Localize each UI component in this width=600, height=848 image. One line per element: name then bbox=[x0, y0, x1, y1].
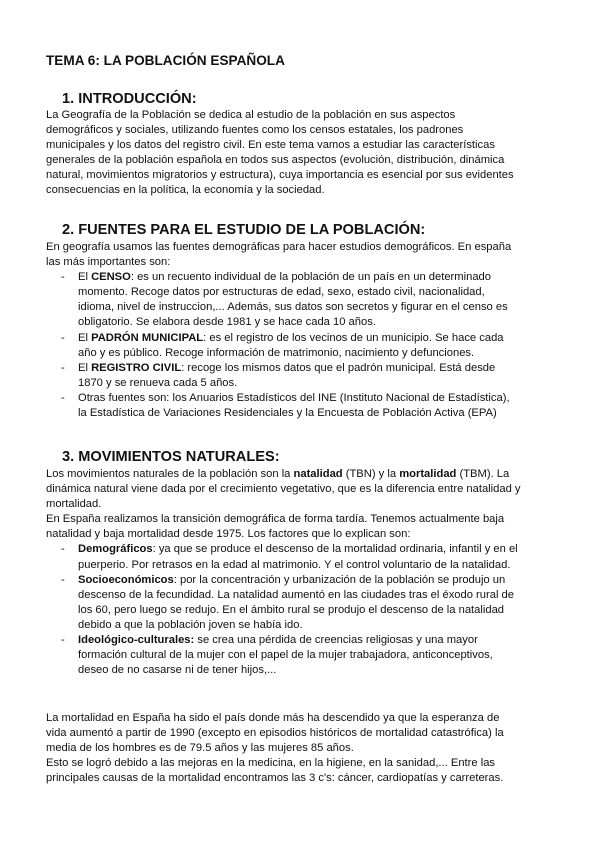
dash-bullet: - bbox=[61, 573, 65, 586]
item-line: puerperio. Por retrasos en la edad al matrimonio. Y el control voluntario de la natalidad. bbox=[78, 558, 511, 571]
paragraph-line: mortalidad. bbox=[46, 498, 102, 511]
term-natalidad: natalidad bbox=[293, 468, 343, 480]
section-1-heading: 1. INTRODUCCIÓN: bbox=[62, 91, 197, 107]
item-line: los 60, pero luego se redujo. En el ámbito rural se produjo el descenso de la natalidad bbox=[78, 603, 505, 616]
item-text: : por la concentración y urbanización de la población se produjo un bbox=[173, 573, 506, 586]
paragraph-line: consecuencias en la política, la economía y la sociedad. bbox=[46, 184, 325, 197]
dash-bullet: - bbox=[61, 331, 65, 344]
mortality-paragraph bbox=[46, 711, 550, 786]
text-run: (TBM). La bbox=[456, 468, 510, 480]
paragraph-line: natalidad y baja mortalidad desde 1975. Los factores que lo explican son: bbox=[46, 528, 411, 541]
item-text: : ya que se produce el descenso de la mortalidad ordinaria, infantil y en el bbox=[152, 543, 518, 556]
text-run: Los movimientos naturales de la población son la bbox=[46, 468, 294, 480]
dash-bullet: - bbox=[61, 361, 65, 374]
paragraph-line: En geografía usamos las fuentes demográficas para hacer estudios demográficos. En españa bbox=[46, 241, 512, 253]
item-line: la Estadística de Variaciones Residenciales y la Encuesta de Población Activa (EPA) bbox=[78, 407, 497, 420]
item-text: : es el registro de los vecinos de un municipio. Se hace cada bbox=[203, 331, 504, 344]
term-mortalidad: mortalidad bbox=[399, 468, 457, 480]
item-term: Socioeconómicos bbox=[78, 573, 174, 586]
list-item bbox=[46, 331, 550, 361]
section-2-heading: 2. FUENTES PARA EL ESTUDIO DE LA POBLACIÓN: bbox=[62, 222, 426, 238]
item-text: : es un recuento individual de la población de un país en un determinado bbox=[130, 271, 491, 284]
paragraph-line: dinámica natural viene dada por el crecimiento vegetativo, que es la diferencia entre natalidad y bbox=[46, 483, 521, 496]
paragraph-line: municipales y los datos del registro civil. En este tema vamos a estudiar las características bbox=[46, 139, 495, 152]
factors-list bbox=[46, 542, 550, 678]
list-item bbox=[46, 542, 550, 572]
item-line: año y es público. Recoge información de matrimonio, nacimiento y defunciones. bbox=[78, 346, 475, 359]
paragraph-line: media de los hombres es de 79.5 años y las mujeres 85 años. bbox=[46, 742, 354, 755]
item-prefix: El bbox=[78, 271, 92, 284]
item-term: CENSO bbox=[91, 271, 131, 284]
item-line: idioma, nivel de instruccion,... Además, sus datos son secretos y figurar en el censo es bbox=[78, 301, 508, 314]
item-prefix: El bbox=[78, 361, 92, 374]
item-term: REGISTRO CIVIL bbox=[91, 361, 182, 374]
item-text: : recoge los mismos datos que el padrón municipal. Está desde bbox=[181, 361, 496, 374]
item-term: PADRÓN MUNICIPAL bbox=[91, 331, 204, 344]
paragraph-line: La Geografía de la Población se dedica al estudio de la población en sus aspectos bbox=[46, 109, 456, 121]
sources-list bbox=[46, 270, 550, 421]
item-line: descenso de la fecundidad. La natalidad aumentó en las ciudades tras el éxodo rural de bbox=[78, 588, 514, 601]
dash-bullet: - bbox=[61, 543, 65, 556]
item-line: deseo de no casarse ni de tener hijos,... bbox=[78, 664, 277, 677]
list-item bbox=[46, 361, 550, 391]
paragraph-line: vida aumentó a partir de 1990 (excepto en episodios históricos de mortalidad catastrófica) la bbox=[46, 727, 504, 740]
item-line: formación cultural de la mujer con el papel de la mujer trabajadora, anticonceptivos, bbox=[78, 649, 493, 662]
section-2-body bbox=[46, 240, 550, 421]
text-run: (TBN) y la bbox=[342, 468, 400, 480]
dash-bullet: - bbox=[61, 391, 65, 404]
paragraph-line: demográficos y sociales, utilizando fuentes como los censos estatales, los padrones bbox=[46, 124, 464, 137]
paragraph-line: las más importantes son: bbox=[46, 256, 171, 269]
list-item bbox=[46, 391, 550, 421]
section-3-heading: 3. MOVIMIENTOS NATURALES: bbox=[62, 449, 280, 465]
item-line: 1870 y se renueva cada 5 años. bbox=[78, 376, 238, 389]
list-item bbox=[46, 270, 550, 330]
paragraph-line: Esto se logró debido a las mejoras en la medicina, en la higiene, en la sanidad,... Entre las bbox=[46, 757, 496, 770]
item-term: Ideológico-culturales: bbox=[78, 634, 195, 647]
document-title: TEMA 6: LA POBLACIÓN ESPAÑOLA bbox=[46, 53, 285, 68]
dash-bullet: - bbox=[61, 634, 65, 647]
section-3-body bbox=[46, 467, 550, 678]
paragraph-line: La mortalidad en España ha sido el país donde más ha descendido ya que la esperanza de bbox=[46, 712, 500, 724]
item-term: Demográficos bbox=[78, 543, 153, 556]
paragraph-line bbox=[46, 467, 550, 482]
item-line: debido a que la población joven se había ido. bbox=[78, 618, 303, 631]
paragraph-line: natural, movimientos migratorios y estructura), cuya importancia es esencial por sus evidentes bbox=[46, 169, 514, 182]
item-line: obligatorio. Se elabora desde 1981 y se hace cada 10 años. bbox=[78, 316, 376, 329]
paragraph-line: En España realizamos la transición demográfica de forma tardía. Tenemos actualmente baja bbox=[46, 513, 505, 526]
list-item bbox=[46, 633, 550, 678]
dash-bullet: - bbox=[61, 271, 65, 284]
item-line: momento. Recoge datos por estructuras de edad, sexo, estado civil, nacionalidad, bbox=[78, 286, 485, 299]
paragraph-line: principales causas de la mortalidad encontramos las 3 c's: cáncer, cardiopatías y carreteras. bbox=[46, 772, 504, 785]
list-item bbox=[46, 573, 550, 633]
item-text: Otras fuentes son: los Anuarios Estadísticos del INE (Instituto Nacional de Estadística), bbox=[78, 391, 510, 404]
paragraph-line: generales de la población española en todos sus aspectos (evolución, distribución, dinámica bbox=[46, 154, 505, 167]
item-prefix: El bbox=[78, 331, 92, 344]
section-1-body bbox=[46, 108, 550, 199]
item-text: se crea una pérdida de creencias religiosas y una mayor bbox=[194, 634, 478, 647]
